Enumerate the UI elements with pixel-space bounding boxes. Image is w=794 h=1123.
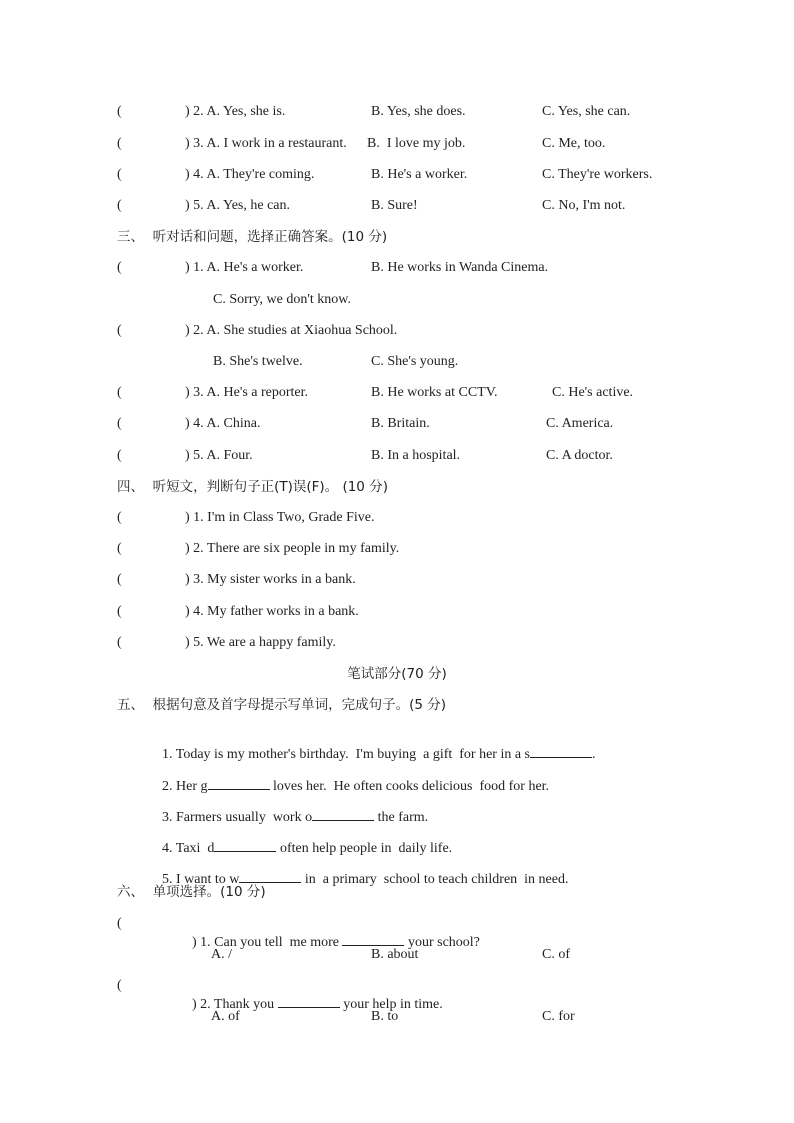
s4-q2-text: ) 2. There are six people in my family.: [185, 541, 400, 556]
s4-q5-text: ) 5. We are a happy family.: [185, 635, 336, 650]
s2-q4-b: B. He's a worker.: [371, 167, 468, 182]
s6-q2-post: your help in time.: [339, 997, 443, 1012]
s5-q1-post: .: [592, 747, 596, 762]
s2-q2-c: C. Yes, she can.: [542, 104, 631, 119]
s3-q5-paren[interactable]: (: [117, 448, 122, 463]
s3-q4-b: B. Britain.: [371, 416, 430, 431]
s5-q5-pre: 5. I want to w: [162, 872, 240, 887]
section5-title: 五、 根据句意及首字母提示写单词，完成句子。(5 分): [117, 697, 446, 713]
section6-title: 六、 单项选择。(10 分): [117, 884, 266, 900]
s5-q4-post: often help people in daily life.: [276, 841, 453, 856]
s3-q3-paren[interactable]: (: [117, 385, 122, 400]
s4-q3-paren[interactable]: (: [117, 572, 122, 587]
s4-q4-paren[interactable]: (: [117, 604, 122, 619]
s2-q2-a: ) 2. A. Yes, she is.: [185, 104, 286, 119]
s3-q3-c: C. He's active.: [552, 385, 634, 400]
s4-q1-paren[interactable]: (: [117, 510, 122, 525]
written-part-title: 笔试部分(70 分): [347, 666, 447, 682]
s3-q5-a: ) 5. A. Four.: [185, 448, 253, 463]
s2-q5-c: C. No, I'm not.: [542, 198, 626, 213]
s2-q4-paren[interactable]: (: [117, 167, 122, 182]
s3-q3-a: ) 3. A. He's a reporter.: [185, 385, 309, 400]
s2-q5-b: B. Sure!: [371, 198, 418, 213]
s6-q1-paren[interactable]: (: [117, 916, 122, 931]
s6-q1-a: A. /: [211, 947, 232, 962]
section3-title: 三、 听对话和问题，选择正确答案。(10 分): [117, 229, 388, 245]
s5-q3-blank[interactable]: [312, 808, 374, 821]
s6-q2-blank[interactable]: [278, 995, 340, 1008]
s4-q4-text: ) 4. My father works in a bank.: [185, 604, 359, 619]
s4-q5-paren[interactable]: (: [117, 635, 122, 650]
s3-q5-b: B. In a hospital.: [371, 448, 461, 463]
s3-q4-paren[interactable]: (: [117, 416, 122, 431]
s3-q2-paren[interactable]: (: [117, 323, 122, 338]
s6-q2-paren[interactable]: (: [117, 978, 122, 993]
s5-q2-pre: 2. Her g: [162, 779, 208, 794]
s6-q2-b: B. to: [371, 1009, 399, 1024]
s5-q1-pre: 1. Today is my mother's birthday. I'm buying a gift for her in a s: [162, 747, 531, 762]
s3-q1-b: B. He works in Wanda Cinema.: [371, 260, 549, 275]
s3-q2-a: ) 2. A. She studies at Xiaohua School.: [185, 323, 398, 338]
s6-q2-pre: ) 2. Thank you: [192, 997, 278, 1012]
s3-q4-a: ) 4. A. China.: [185, 416, 261, 431]
s3-q4-c: C. America.: [546, 416, 614, 431]
s2-q4-a: ) 4. A. They're coming.: [185, 167, 315, 182]
s5-q5-blank[interactable]: [239, 870, 301, 883]
s4-q3-text: ) 3. My sister works in a bank.: [185, 572, 356, 587]
s2-q3-c: C. Me, too.: [542, 136, 606, 151]
s5-q2-blank[interactable]: [208, 777, 270, 790]
s2-q4-c: C. They're workers.: [542, 167, 653, 182]
s5-q3-post: the farm.: [374, 810, 429, 825]
s5-q5-post: in a primary school to teach children in need.: [301, 872, 569, 887]
s3-q2-b: B. She's twelve.: [213, 354, 303, 369]
s2-q2-paren[interactable]: (: [117, 104, 122, 119]
s6-q2-a: A. of: [211, 1009, 240, 1024]
s5-q2-post: loves her. He often cooks delicious food for her.: [269, 779, 550, 794]
s4-q2-paren[interactable]: (: [117, 541, 122, 556]
s5-q3-pre: 3. Farmers usually work o: [162, 810, 313, 825]
s5-q4-pre: 4. Taxi d: [162, 841, 215, 856]
s3-q3-b: B. He works at CCTV.: [371, 385, 498, 400]
s2-q3-b: B. I love my job.: [367, 136, 466, 151]
s6-q1-post: your school?: [404, 935, 480, 950]
s6-q1-c: C. of: [542, 947, 570, 962]
section4-title: 四、 听短文，判断句子正(T)误(F)。 (10 分): [117, 479, 388, 495]
s2-q5-paren[interactable]: (: [117, 198, 122, 213]
s3-q2-c: C. She's young.: [371, 354, 459, 369]
s2-q3-a: ) 3. A. I work in a restaurant.: [185, 136, 347, 151]
s3-q5-c: C. A doctor.: [546, 448, 613, 463]
s6-q1-b: B. about: [371, 947, 419, 962]
s6-q1-blank[interactable]: [342, 933, 404, 946]
s6-q1-pre: ) 1. Can you tell me more: [192, 935, 343, 950]
s4-q1-text: ) 1. I'm in Class Two, Grade Five.: [185, 510, 375, 525]
s3-q1-a: ) 1. A. He's a worker.: [185, 260, 304, 275]
s6-q2-c: C. for: [542, 1009, 575, 1024]
s2-q2-b: B. Yes, she does.: [371, 104, 466, 119]
s5-q4-blank[interactable]: [214, 839, 276, 852]
s3-q1-paren[interactable]: (: [117, 260, 122, 275]
s2-q3-paren[interactable]: (: [117, 136, 122, 151]
s3-q1-c: C. Sorry, we don't know.: [213, 292, 351, 307]
s2-q5-a: ) 5. A. Yes, he can.: [185, 198, 290, 213]
s5-q1-blank[interactable]: [530, 745, 592, 758]
